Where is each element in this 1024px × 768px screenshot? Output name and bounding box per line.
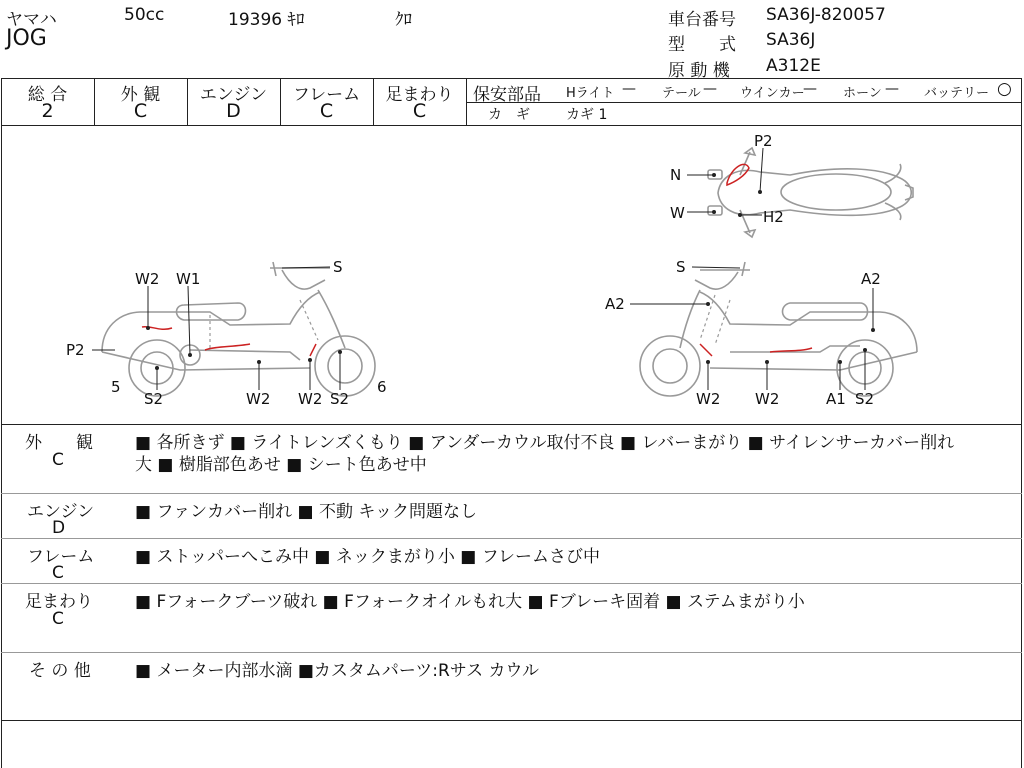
safety-headlight-label: Hライト	[566, 86, 615, 101]
label-top-w: W	[670, 204, 685, 222]
grade-header-frame: フレーム	[292, 85, 361, 105]
note-divider-4	[1, 652, 1022, 653]
frame-number-label: 車台番号	[668, 10, 736, 30]
color: ｸﾛ	[395, 10, 412, 30]
note-text-suspension-1: ■ Fフォークブーツ破れ ■ Fフォークオイルもれ大 ■ Fブレーキ固着 ■ ステムまがり小	[135, 592, 805, 612]
label-left-w2-front: W2	[298, 390, 323, 408]
safety-key-value: カギ 1	[566, 107, 608, 123]
safety-winker-value: —	[803, 81, 817, 97]
safety-headlight-value: —	[622, 81, 636, 97]
note-divider-3	[1, 583, 1022, 584]
label-left-s2-front: S2	[330, 390, 350, 408]
grade-col-sep-5	[466, 78, 467, 125]
label-left-s: S	[333, 258, 343, 276]
note-grade-frame: C	[52, 563, 64, 583]
label-top-h2: H2	[763, 208, 784, 226]
safety-key-label: カ ギ	[488, 107, 530, 123]
label-left-w2-top: W2	[135, 270, 160, 288]
label-left-6: 6	[377, 378, 387, 396]
safety-tail-value: —	[703, 81, 717, 97]
diagram-bottom-line	[1, 424, 1022, 425]
maker-name: ヤマハ	[6, 10, 57, 30]
safety-title: 保安部品	[473, 85, 541, 105]
engine-code: A312E	[766, 56, 821, 76]
label-right-a2-front: A2	[605, 295, 625, 313]
label-left-p2: P2	[66, 341, 85, 359]
mileage: 19396 ｷﾛ	[228, 10, 305, 30]
label-top-p2: P2	[754, 132, 773, 150]
note-divider-1	[1, 493, 1022, 494]
note-text-frame-1: ■ ストッパーへこみ中 ■ ネックまがり小 ■ フレームさび中	[135, 547, 601, 567]
model-name: JOG	[6, 26, 47, 51]
safety-horn-label: ホーン	[843, 86, 882, 101]
note-category-frame: フレーム	[27, 547, 95, 567]
grade-header-suspension: 足まわり	[385, 85, 454, 105]
safety-mid-line	[466, 102, 1022, 103]
safety-winker-label: ウインカー	[740, 86, 805, 101]
safety-battery-value: ○	[997, 79, 1012, 99]
damage-diagram	[0, 126, 1024, 424]
note-grade-exterior: C	[52, 450, 64, 470]
notes-bottom-line	[1, 720, 1022, 721]
safety-battery-label: バッテリー	[924, 86, 990, 101]
label-right-s2: S2	[855, 390, 875, 408]
safety-tail-label: テール	[662, 86, 701, 101]
label-top-n: N	[670, 166, 682, 184]
note-text-other-1: ■ メーター内部水滴 ■カスタムパーツ:Rサス カウル	[135, 661, 540, 681]
label-right-a1: A1	[826, 390, 846, 408]
note-category-suspension: 足まわり	[25, 592, 93, 612]
note-text-exterior-1: ■ 各所きず ■ ライトレンズくもり ■ アンダーカウル取付不良 ■ レバーまがり ■ サイレンサーカバー削れ	[135, 433, 955, 453]
note-text-exterior-2: 大 ■ 樹脂部色あせ ■ シート色あせ中	[135, 455, 427, 475]
label-left-w2-floor: W2	[246, 390, 271, 408]
note-category-other: そ の 他	[29, 661, 91, 681]
displacement: 50cc	[124, 5, 165, 25]
grade-value-exterior: C	[133, 100, 148, 122]
grade-value-engine: D	[226, 100, 241, 122]
safety-horn-value: —	[885, 81, 899, 97]
grade-header-exterior: 外 観	[120, 85, 161, 105]
note-grade-engine: D	[52, 518, 66, 538]
frame-number: SA36J-820057	[766, 5, 886, 25]
scooter-top-view	[687, 148, 913, 237]
grade-value-suspension: C	[412, 100, 427, 122]
grade-header-overall: 総 合	[27, 85, 68, 105]
grade-header-engine: エンジン	[199, 85, 268, 105]
model-type: SA36J	[766, 30, 816, 50]
label-right-a2-rear: A2	[861, 270, 881, 288]
note-grade-suspension: C	[52, 609, 64, 629]
label-left-w1: W1	[176, 270, 201, 288]
label-left-5: 5	[111, 378, 121, 396]
label-right-w2-floor: W2	[755, 390, 780, 408]
engine-label: 原 動 機	[668, 61, 730, 81]
label-right-w2-front: W2	[696, 390, 721, 408]
grade-value-overall: 2	[41, 100, 54, 122]
label-left-s2-rear: S2	[144, 390, 164, 408]
note-category-engine: エンジン	[27, 502, 95, 522]
note-category-exterior: 外 観	[25, 433, 93, 453]
grade-value-frame: C	[319, 100, 334, 122]
note-divider-2	[1, 538, 1022, 539]
grade-top-line	[1, 78, 1022, 79]
note-text-engine-1: ■ ファンカバー削れ ■ 不動 キック問題なし	[135, 502, 478, 522]
label-right-s: S	[676, 258, 686, 276]
model-type-label: 型 式	[668, 35, 736, 55]
